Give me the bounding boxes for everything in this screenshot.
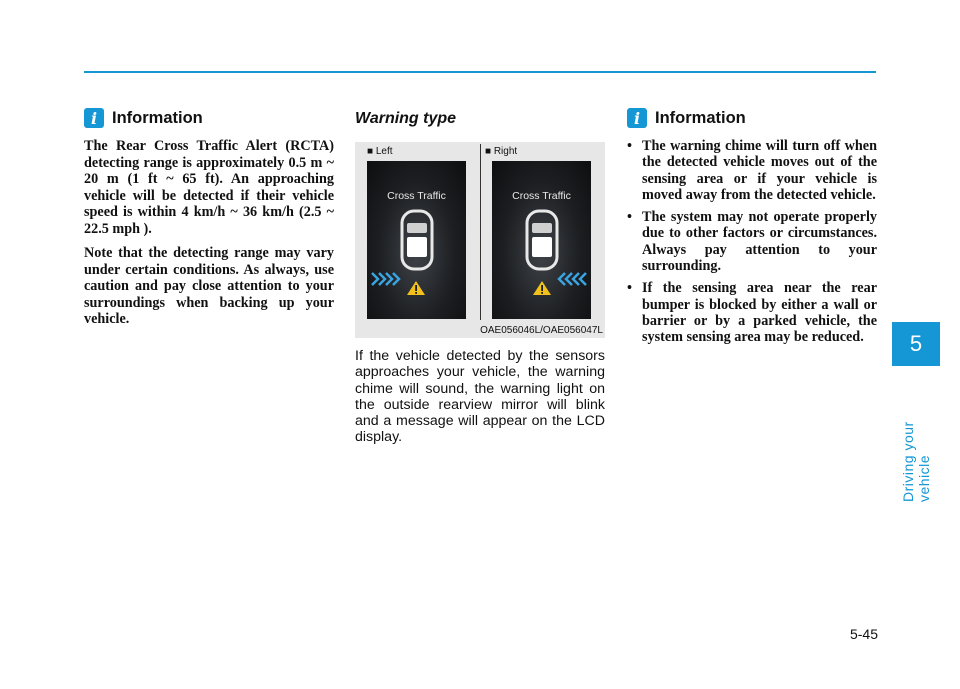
right-chevron-arrows-icon [559, 273, 586, 285]
car-top-view-icon [527, 211, 557, 269]
chapter-title: Driving your vehicle [900, 421, 932, 502]
information-header [84, 106, 334, 130]
bullet-item: • The warning chime will turn off when the detected vehicle moves out of the sensing area or if your vehicle is moved away from the detected vehicle. [627, 138, 877, 203]
information-title: Information [655, 108, 746, 127]
warning-triangle-icon [407, 281, 425, 295]
detecting-range-paragraph: The Rear Cross Traffic Alert (RCTA) detecting range is approximately 0.5 m ~ 20 m (1 ft ~ 65 ft). An approaching vehicle will be detected if their vehicle speed is within 4 km/h ~ 36 km/h (2.5 ~ 22.5 mph ). [84, 138, 334, 237]
info-icon: i [627, 108, 647, 128]
information-bullet-list [627, 138, 877, 346]
header-rule [84, 71, 876, 73]
caution-paragraph: Note that the detecting range may vary under certain conditions. As always, use caution and pay close attention to your surroundings when backing up your vehicle. [84, 245, 334, 327]
information-title: Information [112, 108, 203, 127]
information-header [627, 106, 877, 130]
left-figure-label: ■ Left [367, 146, 393, 157]
warning-triangle-icon [533, 281, 551, 295]
bullet-item: • The system may not operate properly due to other factors or circumstances. Always pay attention to your surrounding. [627, 209, 877, 275]
right-figure-label: ■ Right [485, 146, 518, 157]
information-box-rcta-range [84, 106, 334, 336]
figure-divider [480, 144, 481, 320]
chapter-number-tab: 5 [892, 322, 940, 366]
left-screen-message: Cross Traffic [387, 190, 446, 202]
page-number: 5-45 [849, 626, 878, 642]
right-screen-message: Cross Traffic [512, 190, 571, 202]
cluster-display-figure [355, 142, 605, 338]
left-chevron-arrows-icon [372, 273, 399, 285]
left-cluster-screen [367, 161, 466, 319]
right-cluster-screen [492, 161, 591, 319]
figure-code: OAE056046L/OAE056047L [480, 325, 603, 336]
information-box-limitations [627, 106, 877, 352]
info-icon: i [84, 108, 104, 128]
car-top-view-icon [402, 211, 432, 269]
right-car-illustration [492, 161, 591, 319]
warning-description-paragraph: If the vehicle detected by the sensors approaches your vehicle, the warning chime will sound, the warning light on the outside rearview mirror will blink and a message will appear on the LCD display. [355, 348, 605, 446]
left-car-illustration [367, 161, 466, 319]
warning-type-title: Warning type [355, 110, 457, 127]
warning-type-section [355, 106, 605, 446]
bullet-item: • If the sensing area near the rear bumper is blocked by either a wall or barrier or by a parked vehicle, the system sensing area may be reduced. [627, 280, 877, 346]
